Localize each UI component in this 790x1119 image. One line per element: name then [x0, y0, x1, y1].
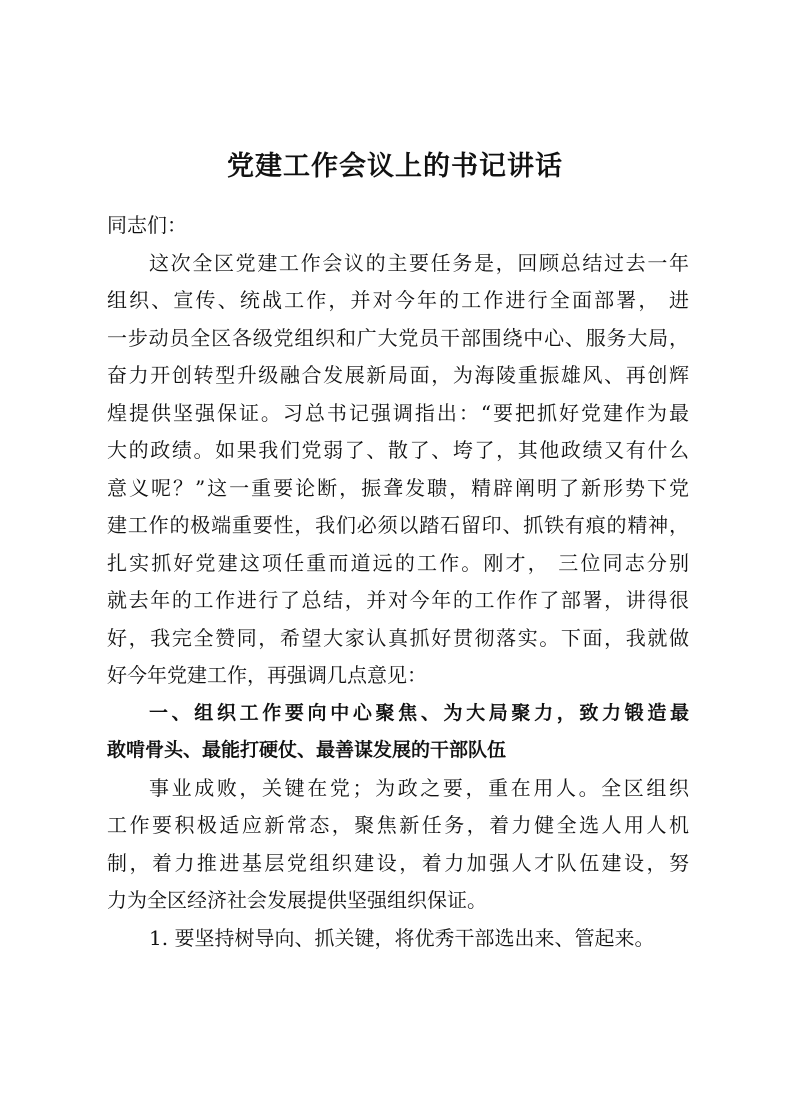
paragraph-line: 这次全区党建工作会议的主要任务是，回顾总结过去一年 [149, 250, 689, 275]
paragraph-line: 事业成败，关键在党；为政之要，重在用人。全区组织 [149, 775, 689, 800]
paragraph-line: 意义呢？”这一重要论断，振聋发聩，精辟阐明了新形势下党 [107, 475, 689, 500]
paragraph-line: 力为全区经济社会发展提供坚强组织保证。 [107, 888, 487, 912]
section-heading-line: 一、组织工作要向中心聚焦、为大局聚力，致力锻造最 [149, 701, 689, 724]
paragraph-line: 组织、宣传、统战工作，并对今年的工作进行全面部署， 进 [107, 288, 689, 312]
paragraph-line: 大的政绩。如果我们党弱了、散了、垮了，其他政绩又有什么 [107, 438, 689, 462]
paragraph-line: 煌提供坚强保证。习总书记强调指出：“要把抓好党建作为最 [107, 400, 689, 425]
paragraph-line: 就去年的工作进行了总结，并对今年的工作作了部署，讲得很 [107, 588, 689, 612]
document-body [107, 207, 689, 957]
paragraph-line: 制，着力推进基层党组织建设，着力加强人才队伍建设，努 [107, 850, 689, 875]
paragraph-line: 好，我完全赞同，希望大家认真抓好贯彻落实。下面，我就做 [107, 625, 689, 650]
paragraph-line: 建工作的极端重要性，我们必须以踏石留印、抓铁有痕的精神， [107, 513, 689, 537]
paragraph-line: 扎实抓好党建这项任重而道远的工作。刚才， 三位同志分别 [107, 550, 689, 575]
paragraph-line: 好今年党建工作，再强调几点意见： [107, 663, 427, 687]
paragraph-line: 工作要积极适应新常态，聚焦新任务，着力健全选人用人机 [107, 813, 689, 837]
document-title: 党建工作会议上的书记讲话 [227, 151, 563, 182]
paragraph-line: 奋力开创转型升级融合发展新局面，为海陵重振雄风、再创辉 [107, 363, 689, 387]
paragraph-line: 一步动员全区各级党组织和广大党员干部围绕中心、服务大局， [107, 325, 689, 350]
section-heading-line: 敢啃骨头、最能打硬仗、最善谋发展的干部队伍 [107, 739, 507, 761]
salutation-line: 同志们： [107, 213, 187, 237]
numbered-item-line: 1. 要坚持树导向、抓关键，将优秀干部选出来、管起来。 [149, 925, 655, 950]
